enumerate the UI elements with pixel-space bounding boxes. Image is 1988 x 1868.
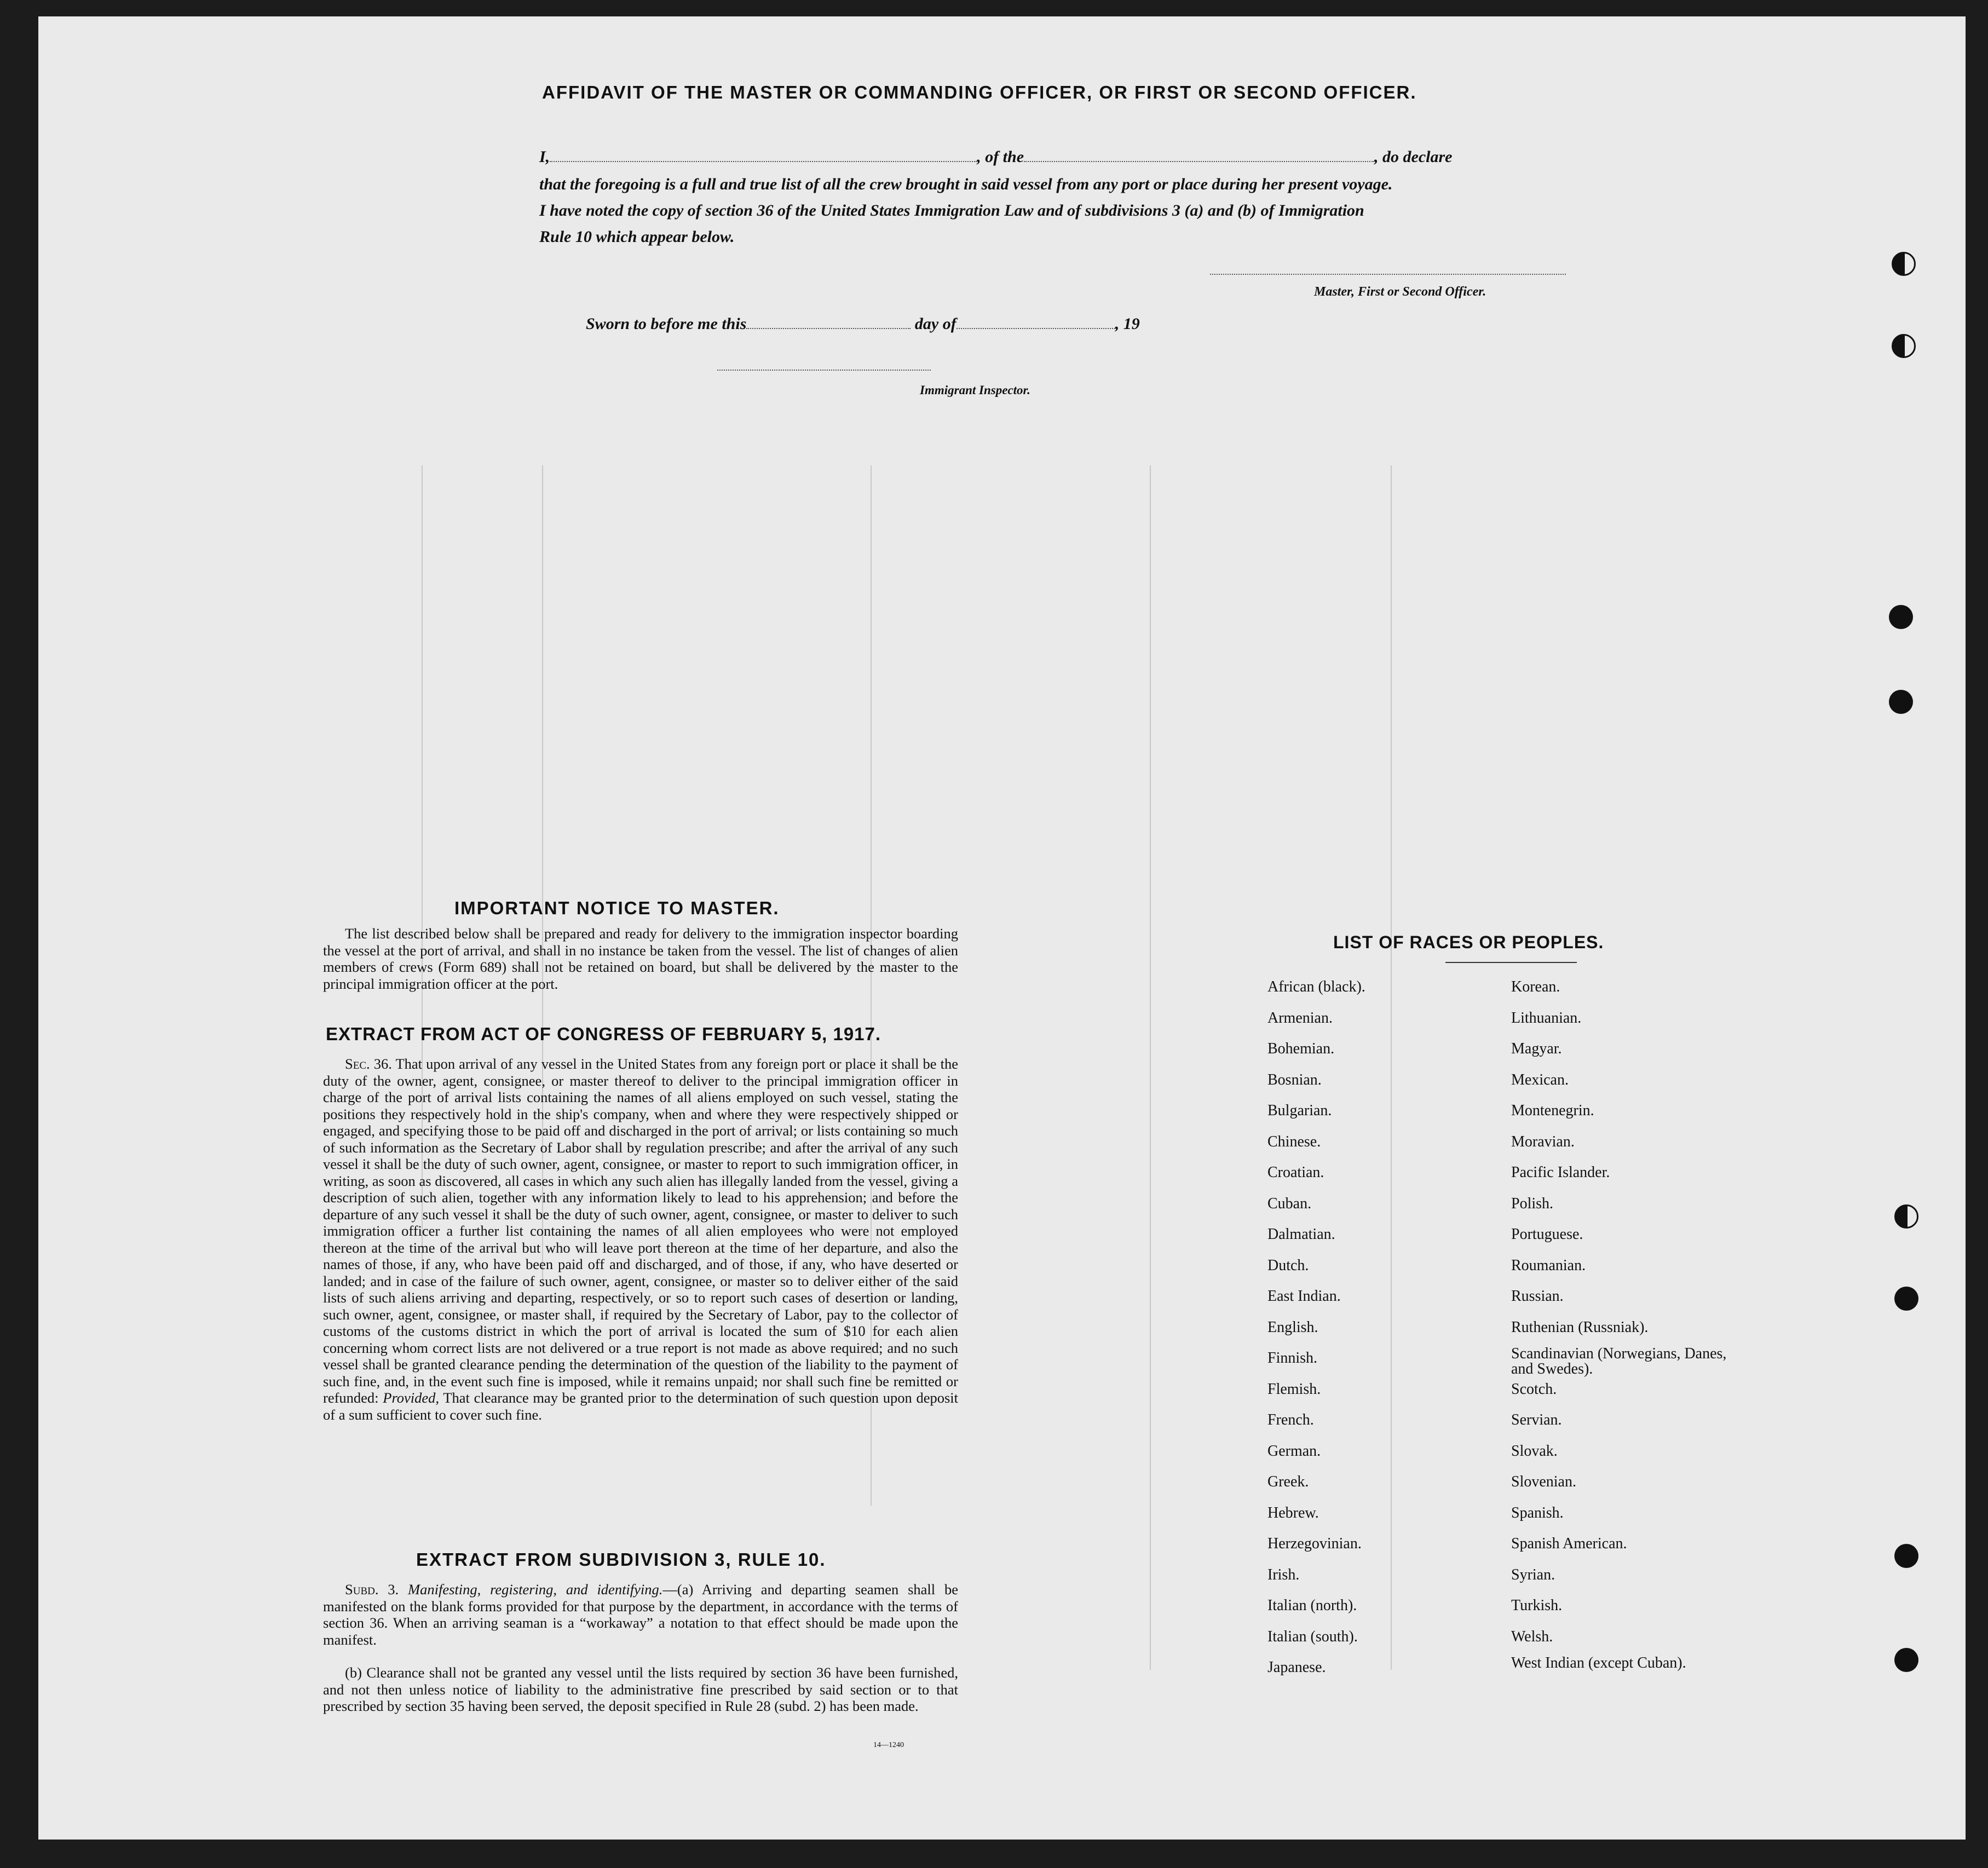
race-item: Japanese. xyxy=(1267,1659,1326,1676)
race-item: Cuban. xyxy=(1267,1195,1312,1212)
extract-rule-b: (b) Clearance shall not be granted any vessel until the lists required by section 36 have been furnished, and not then unless notice of liability to the administrative fine prescribed by said section or to that prescribed by section 35 having been served, the deposit specified in Rule 28 (subd. 2) has been made. xyxy=(323,1664,958,1714)
race-item: Italian (south). xyxy=(1267,1628,1358,1645)
race-item: Bulgarian. xyxy=(1267,1102,1332,1119)
race-item: Spanish American. xyxy=(1511,1535,1627,1552)
race-item: West Indian (except Cuban). xyxy=(1511,1654,1686,1671)
affidavit-line-3: I have noted the copy of section 36 of the United States Immigration Law and of subdivisions 3 (a) and (b) of Immigration xyxy=(539,201,1364,220)
race-item: Dalmatian. xyxy=(1267,1226,1335,1243)
race-item: Servian. xyxy=(1511,1411,1562,1428)
notice-title: IMPORTANT NOTICE TO MASTER. xyxy=(454,898,780,918)
race-item: Scotch. xyxy=(1511,1380,1557,1398)
master-signature-line[interactable] xyxy=(1210,274,1566,275)
race-item: Dutch. xyxy=(1267,1256,1309,1274)
race-item: Scandinavian (Norwegians, Danes, and Swedes). xyxy=(1511,1345,1727,1377)
races-title: LIST OF RACES OR PEOPLES. xyxy=(1333,932,1604,952)
race-item: Hebrew. xyxy=(1267,1504,1319,1521)
race-item: African (black). xyxy=(1267,978,1365,995)
race-item: Turkish. xyxy=(1511,1597,1563,1614)
race-item: Herzegovinian. xyxy=(1267,1535,1362,1552)
race-item: Roumanian. xyxy=(1511,1256,1586,1274)
race-item: Pacific Islander. xyxy=(1511,1164,1610,1181)
race-item: Syrian. xyxy=(1511,1566,1555,1583)
binder-hole xyxy=(1894,1544,1918,1568)
sworn-line: Sworn to before me this day of , 19 xyxy=(586,315,1140,333)
race-item: Flemish. xyxy=(1267,1380,1321,1398)
race-item: Magyar. xyxy=(1511,1040,1562,1057)
race-item: Bosnian. xyxy=(1267,1071,1322,1088)
form-number: 14—1240 xyxy=(873,1741,904,1749)
race-item: English. xyxy=(1267,1318,1318,1336)
race-item: Welsh. xyxy=(1511,1628,1553,1645)
race-item: Montenegrin. xyxy=(1511,1102,1594,1119)
races-left-column xyxy=(1267,972,1497,1683)
name-field[interactable] xyxy=(550,161,977,162)
vessel-field[interactable] xyxy=(1024,161,1374,162)
extract-act-text: Sec. 36. That upon arrival of any vessel in the United States from any foreign port or place it shall be the duty of the owner, agent, consignee, or master thereof to deliver to the principal immigration officer in charge of the port of arrival lists containing the names of all aliens employed on such vessel, stating the positions they respectively hold in the ship's company, when and where they were respectively shipped or engaged, and specifying those to be paid off and discharged in the port of arrival; or lists containing so much of such information as the Secretary of Labor shall by regulation prescribe; and after the arrival of any such vessel it shall be the duty of such owner, agent, consignee, or master to report to such immigration officer, in writing, as soon as discovered, all cases in which any such alien has illegally landed from the vessel, giving a description of such alien, together with any information likely to lead to his apprehension; and before the departure of any such vessel it shall be the duty of such owner, agent, consignee, or master to deliver to such immigration officer a further list containing the names of all alien employees who were not employed thereon at the time of the arrival but who will leave port thereon at the time of her departure, and also the names of those, if any, who have been paid off and discharged, and of those, if any, who have deserted or landed; and in case of the failure of such owner, agent, consignee, or master so to deliver either of the said lists of such aliens arriving and departing, respectively, or so to report such cases of desertion or landing, such owner, agent, consignee, or master shall, if required by the Secretary of Labor, pay to the collector of customs of the customs district in which the port of arrival is located the sum of $10 for each alien concerning whom correct lists are not delivered or a true report is not made as above required; and no such vessel shall be granted clearance pending the determination of the question of the liability to the payment of such fine, and, in the event such fine is imposed, while it remains unpaid; nor shall such fine be remitted or refunded: Provided, That clearance may be granted prior to the determination of such question upon deposit of a sum sufficient to cover such fine. xyxy=(323,1056,959,1423)
race-item: Spanish. xyxy=(1511,1504,1564,1521)
extract-act-title: EXTRACT FROM ACT OF CONGRESS OF FEBRUARY 5, 1917. xyxy=(326,1024,881,1044)
race-item: Armenian. xyxy=(1267,1009,1333,1027)
binder-hole xyxy=(1894,1648,1918,1672)
race-item: Greek. xyxy=(1267,1473,1309,1490)
race-item: Moravian. xyxy=(1511,1133,1575,1150)
race-item: Polish. xyxy=(1511,1195,1554,1212)
binder-hole xyxy=(1894,1287,1918,1311)
bleed-line xyxy=(1150,465,1151,1670)
race-item: Croatian. xyxy=(1267,1164,1324,1181)
races-title-rule xyxy=(1445,962,1577,963)
race-item: Bohemian. xyxy=(1267,1040,1335,1057)
binder-hole xyxy=(1889,605,1913,629)
extract-rule-a: Subd. 3. Manifesting, registering, and identifying.—(a) Arriving and departing seamen shall be manifested on the blank forms provided for that purpose by the department, in accordance with the terms of section 36. When an arriving seaman is a “workaway” a notation to that effect should be made upon the manifest. xyxy=(323,1581,958,1648)
race-item: Ruthenian (Russniak). xyxy=(1511,1318,1649,1336)
race-item: German. xyxy=(1267,1442,1321,1460)
race-item: Russian. xyxy=(1511,1288,1564,1305)
manifest-page xyxy=(38,16,1966,1840)
binder-hole xyxy=(1894,1204,1918,1229)
master-label: Master, First or Second Officer. xyxy=(1314,285,1486,299)
extract-rule-title: EXTRACT FROM SUBDIVISION 3, RULE 10. xyxy=(416,1549,826,1570)
affidavit-line-2: that the foregoing is a full and true list of all the crew brought in said vessel from any port or place during her present voyage. xyxy=(539,175,1393,193)
binder-hole xyxy=(1892,334,1916,358)
inspector-label: Immigrant Inspector. xyxy=(920,383,1030,397)
race-item: East Indian. xyxy=(1267,1288,1341,1305)
race-item: Chinese. xyxy=(1267,1133,1321,1150)
race-item: Finnish. xyxy=(1267,1350,1318,1367)
race-item: Mexican. xyxy=(1511,1071,1569,1088)
race-item: Portuguese. xyxy=(1511,1226,1583,1243)
race-item: Italian (north). xyxy=(1267,1597,1357,1614)
notice-text: The list described below shall be prepared and ready for delivery to the immigration inspector boarding the vessel at the port of arrival, and shall in no instance be taken from the vessel. The list of changes of alien members of crews (Form 689) shall not be retained on board, but shall be delivered by the master to the principal immigration officer at the port. xyxy=(323,925,958,992)
races-right-column xyxy=(1511,972,1752,1683)
sworn-month-field[interactable] xyxy=(956,328,1115,329)
affidavit-line-4: Rule 10 which appear below. xyxy=(539,228,735,246)
affidavit-title: AFFIDAVIT OF THE MASTER OR COMMANDING OFFICER, OR FIRST OR SECOND OFFICER. xyxy=(542,82,1417,102)
binder-hole xyxy=(1892,252,1916,276)
race-item: Lithuanian. xyxy=(1511,1009,1582,1027)
sworn-day-field[interactable] xyxy=(746,328,911,329)
race-item: Irish. xyxy=(1267,1566,1300,1583)
race-item: Slovak. xyxy=(1511,1442,1558,1460)
inspector-signature-line[interactable] xyxy=(717,370,931,371)
race-item: French. xyxy=(1267,1411,1314,1428)
binder-hole xyxy=(1889,690,1913,714)
affidavit-declaration-line: I, , of the , do declare xyxy=(539,148,1453,166)
race-item: Slovenian. xyxy=(1511,1473,1576,1490)
race-item: Korean. xyxy=(1511,978,1560,995)
